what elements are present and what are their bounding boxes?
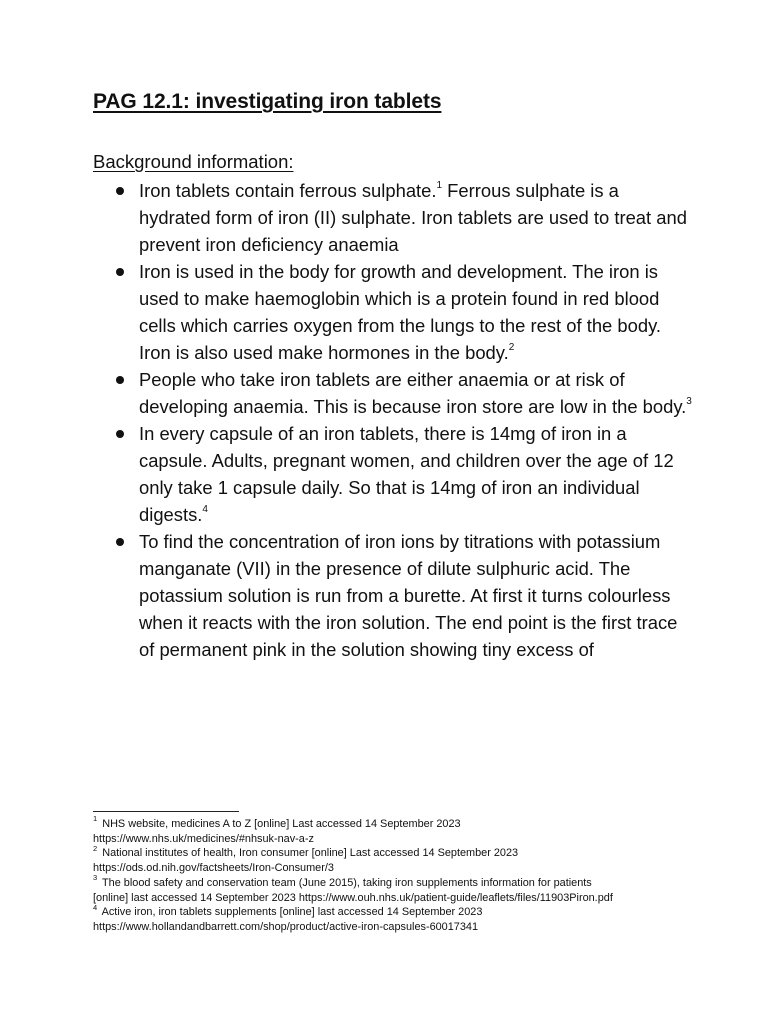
bullet-text: In every capsule of an iron tablets, there is 14mg of iron in a capsule. Adults, pregnant women, and children over the age of 12 only take 1 capsule daily. So that is 14mg of iron an individual digests.$^4$ bbox=[139, 423, 674, 525]
footnote-3-line-2: [online] last accessed 14 September 2023 https://www.ouh.nhs.uk/patient-guide/leaflets/files/11903Piron.pdf bbox=[93, 891, 613, 904]
bullet-item bbox=[93, 258, 693, 366]
footnote-ref[interactable]: 1 bbox=[436, 179, 443, 191]
footnote-1: $^1$ NHS website, medicines A to Z [online] Last accessed 14 September 2023 https://www.nhs.uk/medicines/#nhsuk-nav-a-z bbox=[93, 814, 461, 845]
bullet-item bbox=[93, 528, 693, 663]
footnote-link[interactable]: https://ods.od.nih.gov/factsheets/Iron-Consumer/3 bbox=[93, 862, 334, 875]
bullet-text: To find the concentration of iron ions by titrations with potassium manganate (VII) in the presence of dilute sulphuric acid. The potassium solution is run from a burette. At first it turns colourless when it reacts with the iron solution. The end point is the first trace of permanent pink in the solution showing tiny excess of bbox=[139, 531, 678, 660]
bullet-dot-icon bbox=[116, 376, 124, 384]
footnote-link[interactable]: https://www.hollandandbarrett.com/shop/product/active-iron-capsules-60017341 bbox=[93, 920, 479, 933]
page-title: PAG 12.1: investigating iron tablets bbox=[93, 90, 442, 113]
footnote-link[interactable]: https://www.nhs.uk/medicines/#nhsuk-nav-a-z bbox=[93, 832, 314, 845]
footnote-number: 1 bbox=[93, 814, 98, 824]
footnote-ref[interactable]: 3 bbox=[686, 395, 692, 407]
bullet-text: People who take iron tablets are either anaemia or at risk of developing anaemia. This is because iron store are low in the body.$^3$ bbox=[139, 369, 692, 417]
footnote-number: 4 bbox=[93, 902, 98, 912]
footnote-separator bbox=[93, 811, 239, 812]
footnote-link[interactable]: https://www.ouh.nhs.uk/patient-guide/leaflets/files/11903Piron.pdf bbox=[298, 891, 613, 904]
footnotes bbox=[93, 814, 693, 935]
bullet-text: Iron is used in the body for growth and development. The iron is used to make haemoglobin which is a protein found in red blood cells which carries oxygen from the lungs to the rest of the body. Iron is also used make hormones in the body.$^2$ bbox=[139, 261, 662, 363]
bullet-dot-icon bbox=[116, 538, 124, 546]
footnote-number: 3 bbox=[93, 873, 98, 883]
bullet-dot-icon bbox=[116, 268, 124, 276]
bullet-item bbox=[93, 366, 693, 420]
bullet-item bbox=[93, 420, 693, 528]
section-heading-background: Background information: bbox=[93, 151, 294, 172]
footnote-3: $^3$ The blood safety and conservation team (June 2015), taking iron supplements information for patients [online] last accessed 14 September 2023 https://www.ouh.nhs.uk/patient-guide/leaflets/files/11903Piron.pdf bbox=[93, 873, 613, 904]
footnote-number: 2 bbox=[93, 843, 98, 853]
bullet-item bbox=[93, 177, 693, 258]
footnote-2: $^2$ National institutes of health, Iron consumer [online] Last accessed 14 September 2023 https://ods.od.nih.gov/factsheets/Iron-Consumer/3 bbox=[93, 843, 519, 875]
footnote-ref[interactable]: 4 bbox=[202, 503, 208, 515]
footnote-4: $^4$ Active iron, iron tablets supplements [online] last accessed 14 September 2023 https://www.hollandandbarrett.com/shop/product/active-iron-capsules-60017341 bbox=[93, 902, 483, 933]
bullet-text: Iron tablets contain ferrous sulphate.$^1$ Ferrous sulphate is a hydrated form of iron (II) sulphate. Iron tablets are used to treat and prevent iron deficiency anaemia bbox=[139, 179, 687, 255]
bullet-dot-icon bbox=[116, 187, 124, 195]
footnote-ref[interactable]: 2 bbox=[508, 341, 515, 353]
background-bullet-list bbox=[93, 177, 693, 663]
bullet-dot-icon bbox=[116, 430, 124, 438]
